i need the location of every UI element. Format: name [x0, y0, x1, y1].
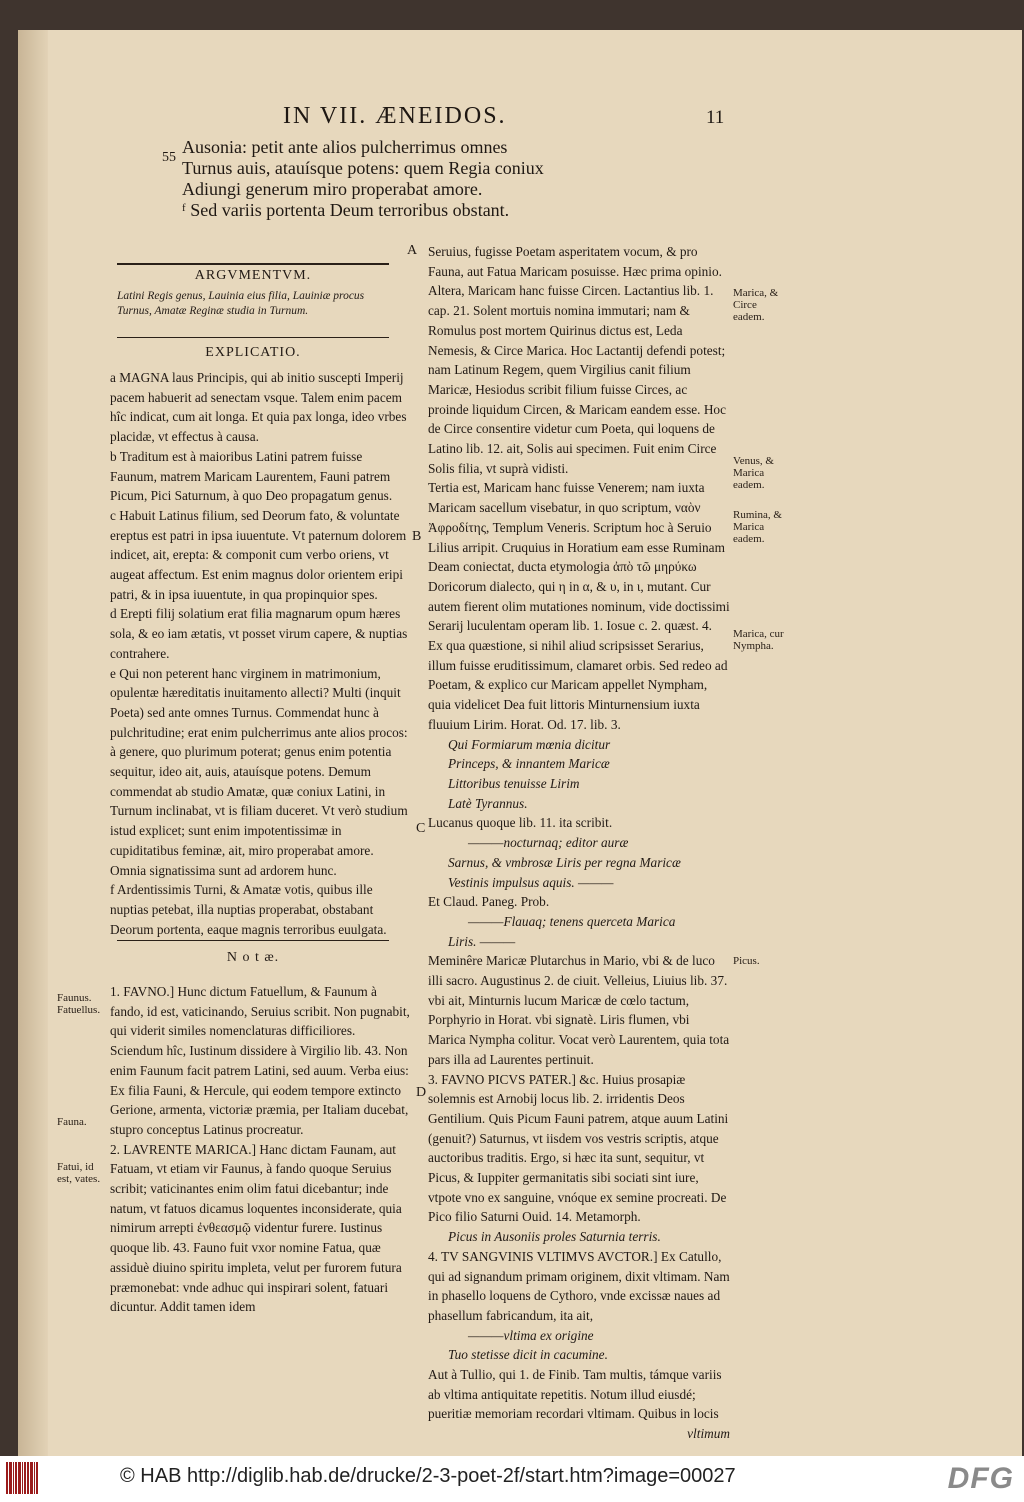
nota-paragraph: 2. LAVRENTE MARICA.] Hanc dictam Faunam, aut Fatuam, vt etiam vir Faunus, à fando quoque Seruius scribit; vaticinantes enim olim fatui dicebantur; inde natum, vt fatuos dicamus loquentes inconsiderate, quia nimirum arrepti ἐνθεασμῷ videntur furere. Iustinus quoque lib. 43. Fauno fuit vxor nomine Fatua, quæ assiduè diuino spiritu impleta, velut per furorem futura præmonebat: vnde adhuc qui inspirari solent, fatuari dicuntur. Addit tamen idem — [110, 1141, 402, 1315]
section-letter: C — [416, 821, 426, 836]
verse-block — [182, 137, 682, 221]
dfg-logo: DFG — [947, 1462, 1014, 1495]
quote-line: Picus in Ausoniis proles Saturnia terris. — [448, 1229, 661, 1245]
explicatio-paragraph: c Habuit Latinus filium, sed Deorum fato, & voluntate ereptus est patri in ipsa iuuentute. Vt paternum dolorem indicet, ait, erepta: & componit cum verbo oriens, vt augeat affectum. Est enim magnus dolor orientem eripi patri, & in ipsa iuuentute, in qua propinquior spes. — [110, 507, 407, 602]
margin-note: Picus. — [733, 955, 760, 967]
page-gutter — [18, 30, 48, 1456]
margin-note: Faunus. Fatuellus. — [57, 992, 101, 1016]
verse-line: Ausonia: petit ante alios pulcherrimus omnes — [182, 137, 508, 157]
quote-line: Littoribus tenuisse Lirim — [448, 775, 580, 791]
quote-line: ———nocturnaq; editor auræ — [468, 835, 629, 851]
quote-line: Qui Formiarum mœnia dicitur — [448, 736, 611, 752]
right-paragraph: Tertia est, Maricam hanc fuisse Venerem; nam iuxta Maricam sacellum visebatur, in quo scriptum, ναὸν Ἀφροδίτης, Templum Veneris. Scriptum hoc à Seruio Lilius arripit. Cruquius in Horatium eam esse Ruminam Deam coniectat, ducta etymologia ἀπὸ τῶ μηρύκω Doricorum dialecto, qui η in α, & υ, in ι, mutant. Cur autem fierent olim mutationes nominum, vide doctissimi Serarij luculentam operam lib. 1. Iosue c. 2. quæst. 4. Ex qua quæstione, si nihil aliud scripsisset Serarius, illum fuisse eruditissimum, clamaret orbis. Sed redeo ad Poetam, & explico cur Maricam appellet Nympham, quia videlicet Dea fuit littoris Minturnensium iuxta fluuium Lirim. Horat. Od. 17. lib. 3. — [428, 480, 730, 732]
right-paragraph: Meminêre Maricæ Plutarchus in Mario, vbi & de luco illi sacro. Augustinus 2. de ciuit. Velleius, Liuius lib. 37. vbi ait, Minturnis lucum Maricæ de cœlo tactum, Porphyrio in Horat. vbi signatè. Liris flumen, vbi Marica Nympha colitur. Vocat verò Laurentem, quia tota pars illa ad Laurentes pertinuit. — [428, 953, 730, 1067]
margin-note: Venus, & Marica eadem. — [733, 455, 774, 491]
section-letter: A — [407, 243, 418, 258]
verse-line: ᶠ Sed variis portenta Deum terroribus obstant. — [182, 200, 510, 220]
explicatio-paragraph: d Erepti filij solatium erat filia magnarum opum hæres sola, & eo iam ætatis, vt posset virum capere, & nuptias contrahere. — [110, 606, 408, 661]
quote-line: Princeps, & innantem Maricæ — [448, 756, 610, 772]
quote-line: Vestinis impulsus aquis. ——— — [448, 874, 614, 890]
running-head: IN VII. ÆNEIDOS. — [283, 103, 507, 129]
verse-line: Adiungi generum miro properabat amore. — [182, 179, 483, 199]
right-paragraph: Et Claud. Paneg. Prob. — [428, 894, 550, 910]
nota-paragraph: 1. FAVNO.] Hunc dictum Fatuellum, & Faunum à fando, id est, vaticinando, Seruius scribit. Non pugnabit, qui viderit similes nomenclaturas difficiliores. Sciendum hîc, Iustinum dissidere à Virgilio lib. 43. Non enim Faunum facit patrem Latini, sed auum. Verba eius: Ex filia Fauni, & Hercule, qui eodem tempore extincto Gerione, armenta, victoriæ præmia, per Italiam ducebat, stupro conceptus Latinus procreatur. — [110, 984, 410, 1137]
explicatio-paragraph: b Traditum est à maioribus Latini patrem fuisse Faunum, matrem Maricam Laurentem, Fauni patrem Picum, Pici Saturnum, à quo Deo propagatum genus. — [110, 448, 393, 504]
verse-line-number: 55 — [162, 150, 176, 165]
quote-line: ———vltima ex origine — [468, 1327, 594, 1343]
right-paragraph: Aut à Tullio, qui 1. de Finib. Tam multis, támque variis ab vltima antiquitate repetitis. Notum illud eiusdé; pueritiæ memoriam recordari vltimam. Quibus in locis — [428, 1367, 722, 1422]
section-letter: D — [416, 1085, 427, 1100]
argumentum-text: Latini Regis genus, Lauinia eius filia, Lauiniæ procus Turnus, Amatæ Reginæ studia in Turnum. — [117, 290, 365, 317]
copyright-link[interactable]: © HAB http://diglib.hab.de/drucke/2-3-poet-2f/start.htm?image=00027 — [120, 1465, 736, 1487]
quote-line: Sarnus, & vmbrosæ Liris per regna Maricæ — [448, 854, 681, 870]
section-letter: B — [412, 529, 422, 544]
right-paragraph: Lucanus quoque lib. 11. ita scribit. — [428, 815, 613, 831]
page-number: 11 — [706, 107, 725, 128]
verse-line: Turnus auis, atauísque potens: quem Regia coniux — [182, 158, 544, 178]
quote-line: Liris. ——— — [448, 933, 516, 949]
right-paragraph: 4. TV SANGVINIS VLTIMVS AVCTOR.] Ex Catullo, qui ad signandum primam originem, dixit vltimam. Nam in phasello loquens de Cythoro, vnde excissæ naues ad phasellum fabricandum, ita ait, — [428, 1248, 730, 1323]
margin-note: Rumina, & Marica eadem. — [733, 509, 782, 545]
margin-note: Marica, & Circe eadem. — [733, 287, 779, 323]
argumentum-rule — [117, 263, 389, 265]
right-paragraph: Seruius, fugisse Poetam asperitatem vocum, & pro Fauna, aut Fatua Maricam posuisse. Hæc prima opinio. — [428, 244, 722, 279]
argumentum-title: ARGVMENTVM. — [194, 268, 312, 283]
margin-note: Fauna. — [57, 1116, 87, 1128]
catchword: vltimum — [687, 1426, 730, 1442]
library-barcode-icon — [6, 1462, 48, 1494]
explicatio-rule — [117, 337, 389, 338]
explicatio-paragraph: a MAGNA laus Principis, qui ab initio suscepti Imperij pacem habuerit ad senectam vsque. Talem enim pacem hîc indicat, cum ait longa. Et quia pax longa, ideo vrbes placidæ, vt effectus à causa. — [110, 370, 407, 445]
viewer-footer — [0, 1456, 1024, 1502]
right-column — [428, 242, 730, 1444]
quote-line: ———Flauaq; tenens querceta Marica — [468, 913, 676, 929]
right-paragraph: Altera, Maricam hanc fuisse Circen. Lactantius lib. 1. cap. 21. Solent mortuis nomina immutari; nam & Romulus post mortem Quirinus dictus est, Leda Nemesis, & Circe Marica. Hoc Lactantij defendi potest; nam Latinum Regem, quem Virgilius canit filium Maricæ, Hesiodus scribit filium fuisse Circes, ac proinde liquidum Circen, & Maricam eandem esse. Hoc de Circe consentire videtur cum Poeta, qui loquens de Latino lib. 12. ait, Solis aui specimen. Fuit enim Circe Solis filia, vt suprà vidisti. — [428, 283, 726, 476]
notae-title: N o t æ. — [226, 950, 280, 965]
margin-note: Marica, cur Nympha. — [733, 628, 784, 652]
margin-note: Fatui, id est, vates. — [57, 1161, 101, 1185]
notae-rule — [117, 940, 389, 941]
quote-line: Latè Tyrannus. — [448, 795, 528, 811]
right-paragraph: 3. FAVNO PICVS PATER.] &c. Huius prosapiæ solemnis est Arnobij locus lib. 2. irridentis Deos Gentilium. Quis Picum Fauni patrem, atque auum Latini (genuit?) Saturnus, vt iisdem vos vestris scriptis, atque auctoribus traditis. Ergo, si hæc ita sunt, sequitur, vt Picus, & Iuppiter germanitatis sibi sociati sint iure, vtpote vno ex sanguine, vnóque ex semine procreati. De Pico filio Saturni Ouid. 14. Metamorph. — [428, 1071, 729, 1225]
quote-line: Tuo stetisse dicit in cacumine. — [448, 1347, 608, 1363]
notae-body — [110, 982, 410, 1317]
explicatio-paragraph: e Qui non peterent hanc virginem in matrimonium, opulentæ hæreditatis inuitamento allecti? Multi (inquit Poeta) sed ante omnes Turnus. Commendat hunc à pulchritudine; erat enim pulcherrimus ante alios procos: à genere, quo plurimum poterat; genus enim potentia sequitur, ideo ait, auis, atauísque potens. Demum commendat ab studio Amatæ, quæ coniux Latini, in Turnum inclinabat, vt is filiam duceret. Vt verò studium istud explicet; sunt enim impotentissimæ in cupiditatibus feminæ, ait, miro properabat amore. Omnia signatissima sunt ad ardorem hunc. — [110, 665, 408, 878]
explicatio-title: EXPLICATIO. — [205, 345, 301, 360]
explicatio-paragraph: f Ardentissimis Turni, & Amatæ votis, quibus ille nuptias petebat, illa nuptias properabat, obstabant Deorum portenta, eaque magnis terroribus euulgata. — [110, 882, 387, 937]
explicatio-body — [110, 368, 410, 939]
